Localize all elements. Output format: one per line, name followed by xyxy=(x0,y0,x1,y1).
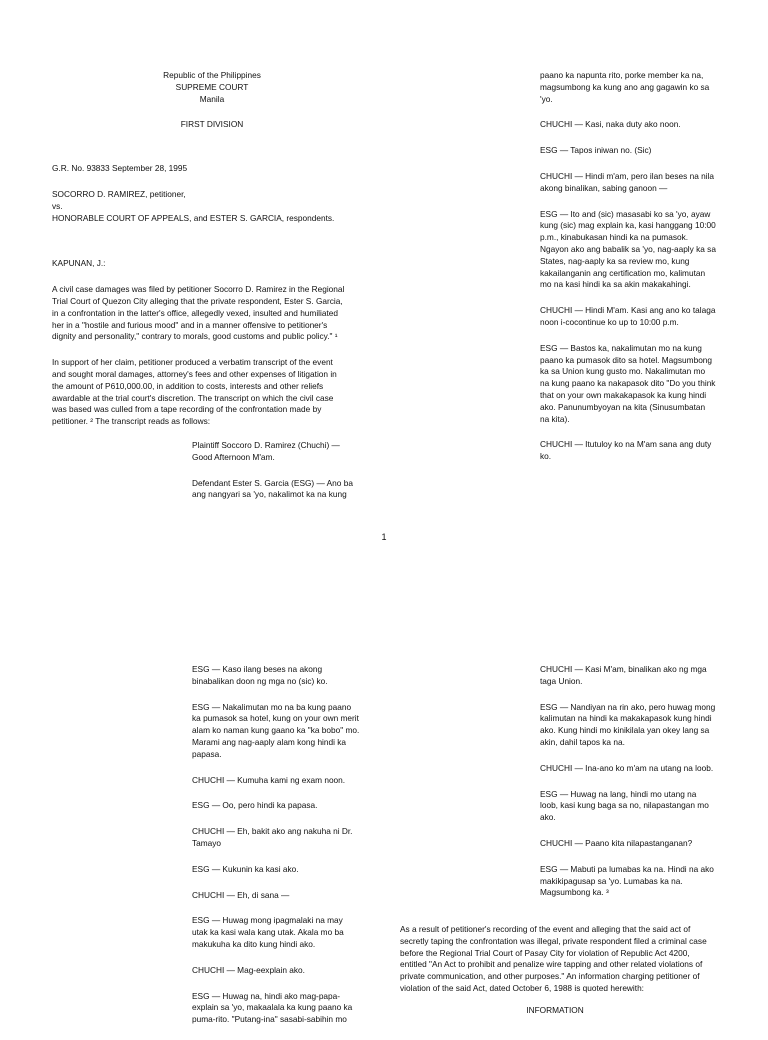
respondents-line: HONORABLE COURT OF APPEALS, and ESTER S. GARCIA, respondents. xyxy=(52,212,335,223)
transcript-right-page2 xyxy=(540,664,716,913)
transcript-line: paano ka napunta rito, porke member ka na, magsumbong ka kung ano ang gagawin ko sa 'yo. xyxy=(540,70,710,104)
republic-line: Republic of the Philippines xyxy=(163,70,261,80)
ponente: KAPUNAN, J.: xyxy=(52,258,106,269)
court-header xyxy=(132,70,292,131)
gr-number: G.R. No. 93833 September 28, 1995 xyxy=(52,163,188,174)
transcript-line: ESG — Bastos ka, nakalimutan mo na kung paano ka pumasok dito sa hotel. Magsumbong ka sa Union kung gusto mo. Nakalimutan mo na kung paano ka nakapasok dito "Do you think that on your own makakapasok ka kung hindi ako. Panunumbyoyan na kita (Sinusumbatan na kita). xyxy=(540,342,716,424)
transcript-line: ESG — Huwag mong ipagmalaki na may utak ka kasi wala kang utak. Akala mo ba makukuha ka dito kung hindi ako. xyxy=(192,915,344,949)
transcript-line: CHUCHI — Kasi, naka duty ako noon. xyxy=(540,119,681,130)
transcript-line: ESG — Nakalimutan mo na ba kung paano ka pumasok sa hotel, kung on your own merit alam ko naman kung gaano ka "ka bobo" mo. Marami ang nag-aaply alam kong hindi ka papasa. xyxy=(192,701,360,759)
transcript-line: CHUCHI — Kasi M'am, binalikan ako ng mga taga Union. xyxy=(540,664,707,686)
transcript-line: ESG — Huwag na lang, hindi mo utang na loob, kasi kung baga sa no, nilapastangan mo ako. xyxy=(540,788,709,823)
transcript-line: CHUCHI — Kumuha kami ng exam noon. xyxy=(192,774,346,785)
transcript-line: Defendant Ester S. Garcia (ESG) — Ano ba ang nangyari sa 'yo, nakalimot ka na kung xyxy=(192,477,353,500)
right-column xyxy=(540,70,716,477)
transcript-line: CHUCHI — Ina-ano ko m'am na utang na loob. xyxy=(540,762,714,773)
transcript-left-page2 xyxy=(192,664,360,1040)
transcript-line: ESG — Mabuti pa lumabas ka na. Hindi na ako makikipagusap sa 'yo. Lumabas ka na. Magsumbong ka. ³ xyxy=(540,863,714,898)
body-paragraph-1: A civil case damages was filed by petitioner Socorro D. Ramirez in the Regional Trial Court of Quezon City alleging that the private respondent, Ester S. Garcia, in a confrontation in the latter's office, allegedly vexed, insulted and humiliated her in a "hostile and furious mood" and in a manner offensive to petitioner's dignity and personality," contrary to morals, good customs and public policy." ¹ xyxy=(52,284,345,342)
transcript-line: CHUCHI — Paano kita nilapastanganan? xyxy=(540,837,693,848)
transcript-line: ESG — Tapos iniwan no. (Sic) xyxy=(540,145,652,156)
transcript-line: CHUCHI — Itutuloy ko na M'am sana ang duty ko. xyxy=(540,439,712,462)
transcript-line: ESG — Oo, pero hindi ka papasa. xyxy=(192,800,318,811)
transcript-line: CHUCHI — Hindi M'am. Kasi ang ano ko talaga noon i-cocontinue ko up to 10:00 p.m. xyxy=(540,305,716,327)
body-paragraph-3: As a result of petitioner's recording of the event and alleging that the said act of secretly taping the confrontation was illegal, private respondent filed a criminal case before the Regional Trial Court of Pasay City for violation of Republic Act 4200, entitled "An Act to prohibit and penalize wire tapping and other related violations of private communication, and other purposes." An information charging petitioner of violation of the said Act, dated October 6, 1988 is quoted herewith: xyxy=(400,924,707,993)
transcript-line: CHUCHI — Hindi m'am, pero ilan beses na nila akong binalikan, sabing ganoon — xyxy=(540,170,715,193)
vs-line: vs. xyxy=(52,200,63,211)
transcript-line: CHUCHI — Eh, di sana — xyxy=(192,889,290,900)
left-column xyxy=(52,70,353,515)
court-name: SUPREME COURT xyxy=(175,81,249,92)
court-city: Manila xyxy=(199,93,225,104)
transcript-line: ESG — Kukunin ka kasi ako. xyxy=(192,863,299,874)
transcript-left-page1 xyxy=(192,440,360,501)
transcript-line: Plaintiff Soccoro D. Ramirez (Chuchi) — Good Afternoon M'am. xyxy=(192,439,340,462)
body-paragraph-3-block xyxy=(400,924,710,1017)
case-parties xyxy=(52,189,348,224)
division-title: FIRST DIVISION xyxy=(180,119,244,130)
transcript-line: ESG — Ito and (sic) masasabi ko sa 'yo, ayaw kung (sic) mag explain ka, kasi hanggang 10:00 p.m., kinabukasan hindi ka na pumasok. Ngayon ako ang babalik sa 'yo, nag-aaply ka sa States, nag-aaply ka sa review mo, kung kakailanganin ang certification mo, kalimutan mo na kasi hindi ka sa akin makakahingi. xyxy=(540,208,716,290)
body-paragraph-2: In support of her claim, petitioner produced a verbatim transcript of the event and sought moral damages, attorney's fees and other expenses of litigation in the amount of P610,000.00, in addition to costs, interests and other reliefs awardable at the trial court's discretion. The transcript on which the civil case was based was culled from a tape recording of the confrontation made by petitioner. ² The transcript reads as follows: xyxy=(52,357,337,427)
information-heading: INFORMATION xyxy=(526,1004,584,1015)
transcript-line: CHUCHI — Mag-eexplain ako. xyxy=(192,964,305,975)
petitioner-line: SOCORRO D. RAMIREZ, petitioner, xyxy=(52,188,186,199)
transcript-line: ESG — Kaso ilang beses na akong binabalikan doon ng mga no (sic) ko. xyxy=(192,664,328,686)
transcript-line: CHUCHI — Eh, bakit ako ang nakuha ni Dr. Tamayo xyxy=(192,826,353,848)
transcript-line: ESG — Huwag na, hindi ako mag-papa-explain sa 'yo, makaalala ka kung paano ka puma-rito. "Putang-ina" sasabi-sabihin mo xyxy=(192,990,353,1025)
document-page-2 xyxy=(0,560,768,1024)
transcript-line: ESG — Nandiyan na rin ako, pero huwag mong kalimutan na hindi ka makakapasok kung hindi ako. Kung hindi mo kinikilala yan okey lang sa akin, dahil tapos ka na. xyxy=(540,701,716,747)
page-number: 1 xyxy=(381,532,387,542)
